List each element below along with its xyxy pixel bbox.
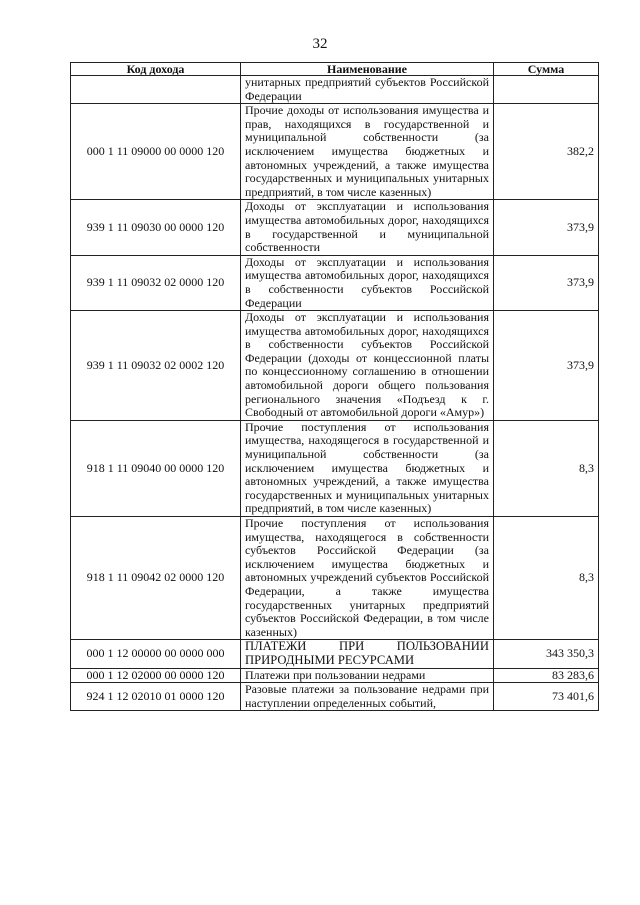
row-sum: 343 350,3 <box>494 640 599 668</box>
table-row <box>71 640 599 668</box>
row-sum <box>494 76 599 104</box>
revenue-table <box>70 62 599 711</box>
row-sum: 8,3 <box>494 517 599 640</box>
row-sum: 373,9 <box>494 311 599 421</box>
row-sum: 373,9 <box>494 255 599 310</box>
table-row <box>71 420 599 516</box>
row-sum: 8,3 <box>494 420 599 516</box>
table-row <box>71 255 599 310</box>
row-name: унитарных предприятий субъектов Российской Федерации <box>241 76 494 104</box>
row-name: Доходы от эксплуатации и использования имущества автомобильных дорог, находящихся в собственности субъектов Российской Федерации (доходы от концессионной платы по концессионному соглашению в отношении автомобильной дороги общего пользования регионального значения «Подъезд к г. Свободный от автомобильной дороги «Амур») <box>241 311 494 421</box>
row-name: Доходы от эксплуатации и использования имущества автомобильных дорог, находящихся в государственной и муниципальной собственности <box>241 200 494 255</box>
row-code <box>71 76 241 104</box>
table-row <box>71 517 599 640</box>
row-name: Разовые платежи за пользование недрами при наступлении определенных событий, <box>241 683 494 711</box>
row-code: 939 1 11 09032 02 0002 120 <box>71 311 241 421</box>
row-code: 918 1 11 09040 00 0000 120 <box>71 420 241 516</box>
table-row <box>71 311 599 421</box>
row-name: Платежи при пользовании недрами <box>241 668 494 683</box>
row-code: 924 1 12 02010 01 0000 120 <box>71 683 241 711</box>
row-code: 000 1 11 09000 00 0000 120 <box>71 104 241 200</box>
row-code: 918 1 11 09042 02 0000 120 <box>71 517 241 640</box>
table-row <box>71 683 599 711</box>
row-sum: 382,2 <box>494 104 599 200</box>
table-row <box>71 668 599 683</box>
page-number: 32 <box>312 36 328 52</box>
table-row <box>71 76 599 104</box>
row-name: Прочие доходы от использования имущества и прав, находящихся в государственной и муниципальной собственности (за исключением имущества бюджетных и автономных учреждений, а также имущества государственных и муниципальных унитарных предприятий, в том числе казенных) <box>241 104 494 200</box>
column-header-name: Наименование <box>241 63 494 76</box>
column-header-sum: Сумма <box>494 63 599 76</box>
row-code: 939 1 11 09032 02 0000 120 <box>71 255 241 310</box>
row-code: 000 1 12 02000 00 0000 120 <box>71 668 241 683</box>
row-code: 939 1 11 09030 00 0000 120 <box>71 200 241 255</box>
table-header-row <box>71 63 599 76</box>
row-code: 000 1 12 00000 00 0000 000 <box>71 640 241 668</box>
row-name: Доходы от эксплуатации и использования имущества автомобильных дорог, находящихся в собственности субъектов Российской Федерации <box>241 255 494 310</box>
row-name: Прочие поступления от использования имущества, находящегося в собственности субъектов Российской Федерации (за исключением имущества бюджетных и автономных учреждений субъектов Российской Федерации, а также имущества государственных унитарных предприятий субъектов Российской Федерации, в том числе казенных) <box>241 517 494 640</box>
table-row <box>71 104 599 200</box>
row-name: ПЛАТЕЖИ ПРИ ПОЛЬЗОВАНИИ ПРИРОДНЫМИ РЕСУРСАМИ <box>241 640 494 668</box>
row-sum: 83 283,6 <box>494 668 599 683</box>
table-row <box>71 200 599 255</box>
row-sum: 373,9 <box>494 200 599 255</box>
row-name: Прочие поступления от использования имущества, находящегося в государственной и муниципальной собственности (за исключением имущества бюджетных и автономных учреждений, а также имущества государственных и муниципальных унитарных предприятий, в том числе казенных) <box>241 420 494 516</box>
column-header-code: Код дохода <box>71 63 241 76</box>
row-sum: 73 401,6 <box>494 683 599 711</box>
